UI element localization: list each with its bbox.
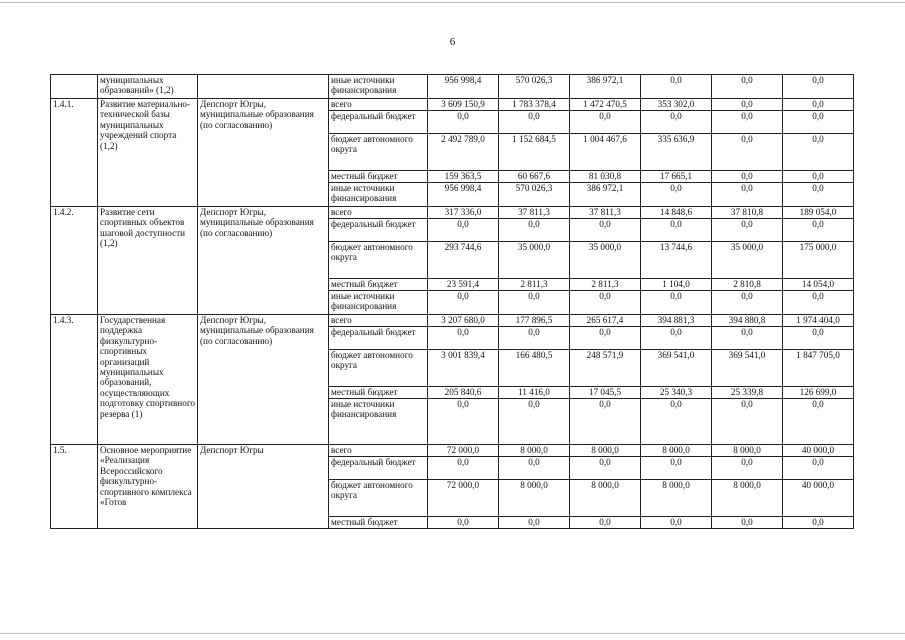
amount-cell: 8 000,0 — [712, 480, 783, 517]
amount-cell: 8 000,0 — [499, 445, 570, 457]
amount-cell: 0,0 — [712, 111, 783, 134]
table-row — [51, 445, 854, 457]
amount-cell: 0,0 — [783, 517, 854, 529]
amount-cell: 175 000,0 — [783, 242, 854, 279]
amount-cell: 0,0 — [783, 183, 854, 207]
funding-source: федеральный бюджет — [329, 219, 428, 242]
amount-cell: 25 339,8 — [712, 387, 783, 399]
funding-source: иные источники финансирования — [329, 291, 428, 315]
amount-cell: 40 000,0 — [783, 480, 854, 517]
amount-cell: 0,0 — [570, 219, 641, 242]
amount-cell: 0,0 — [641, 111, 712, 134]
funding-source: федеральный бюджет — [329, 457, 428, 480]
amount-cell: 0,0 — [641, 183, 712, 207]
page-number: 6 — [449, 36, 456, 48]
amount-cell: 0,0 — [570, 399, 641, 445]
amount-cell: 570 026,3 — [499, 75, 570, 99]
amount-cell: 394 880,8 — [712, 315, 783, 327]
amount-cell: 0,0 — [499, 327, 570, 350]
amount-cell: 0,0 — [499, 291, 570, 315]
amount-cell: 335 636,9 — [641, 134, 712, 171]
amount-cell: 1 847 705,0 — [783, 350, 854, 387]
amount-cell: 81 030,8 — [570, 171, 641, 183]
funding-source: всего — [329, 315, 428, 327]
measure-name: Развитие сети спортивных объектов шаговой доступности (1,2) — [98, 207, 198, 315]
funding-source: местный бюджет — [329, 279, 428, 291]
amount-cell: 189 054,0 — [783, 207, 854, 219]
amount-cell: 0,0 — [712, 399, 783, 445]
amount-cell: 0,0 — [428, 327, 499, 350]
amount-cell: 369 541,0 — [641, 350, 712, 387]
measure-name: Государственная поддержка физкультурно-спортивных организаций муниципальных образований, осуществляющих подготовку спортивного резерва (1) — [98, 315, 198, 445]
amount-cell: 8 000,0 — [499, 480, 570, 517]
amount-cell: 159 363,5 — [428, 171, 499, 183]
amount-cell: 17 045,5 — [570, 387, 641, 399]
amount-cell: 13 744,6 — [641, 242, 712, 279]
amount-cell: 0,0 — [712, 291, 783, 315]
table-row — [51, 75, 854, 99]
amount-cell: 0,0 — [499, 219, 570, 242]
amount-cell: 0,0 — [783, 171, 854, 183]
amount-cell: 0,0 — [712, 517, 783, 529]
funding-source: бюджет автономного округа — [329, 350, 428, 387]
amount-cell: 126 699,0 — [783, 387, 854, 399]
amount-cell: 35 000,0 — [712, 242, 783, 279]
amount-cell: 1 472 470,5 — [570, 99, 641, 111]
amount-cell: 248 571,9 — [570, 350, 641, 387]
funding-source: местный бюджет — [329, 387, 428, 399]
amount-cell: 1 152 684,5 — [499, 134, 570, 171]
row-number — [51, 75, 98, 99]
funding-source: всего — [329, 99, 428, 111]
funding-source: бюджет автономного округа — [329, 480, 428, 517]
amount-cell: 11 416,0 — [499, 387, 570, 399]
executor: Депспорт Югры, муниципальные образования (по согласованию) — [198, 207, 329, 315]
amount-cell: 0,0 — [499, 457, 570, 480]
funding-source: иные источники финансирования — [329, 183, 428, 207]
amount-cell: 0,0 — [783, 399, 854, 445]
row-number: 1.5. — [51, 445, 98, 529]
amount-cell: 0,0 — [712, 327, 783, 350]
amount-cell: 2 810,8 — [712, 279, 783, 291]
amount-cell: 17 665,1 — [641, 171, 712, 183]
amount-cell: 0,0 — [570, 291, 641, 315]
amount-cell: 0,0 — [783, 457, 854, 480]
amount-cell: 0,0 — [712, 457, 783, 480]
amount-cell: 394 881,3 — [641, 315, 712, 327]
amount-cell: 1 004 467,6 — [570, 134, 641, 171]
amount-cell: 265 617,4 — [570, 315, 641, 327]
amount-cell: 0,0 — [783, 219, 854, 242]
amount-cell: 0,0 — [641, 517, 712, 529]
amount-cell: 177 896,5 — [499, 315, 570, 327]
row-number: 1.4.2. — [51, 207, 98, 315]
amount-cell: 3 207 680,0 — [428, 315, 499, 327]
amount-cell: 8 000,0 — [570, 480, 641, 517]
amount-cell: 317 336,0 — [428, 207, 499, 219]
amount-cell: 2 492 789,0 — [428, 134, 499, 171]
amount-cell: 0,0 — [783, 291, 854, 315]
amount-cell: 0,0 — [499, 111, 570, 134]
funding-source: местный бюджет — [329, 517, 428, 529]
amount-cell: 0,0 — [783, 134, 854, 171]
amount-cell: 37 811,3 — [570, 207, 641, 219]
funding-source: иные источники финансирования — [329, 399, 428, 445]
budget-table — [50, 74, 854, 529]
amount-cell: 1 104,0 — [641, 279, 712, 291]
funding-source: федеральный бюджет — [329, 111, 428, 134]
amount-cell: 25 340,3 — [641, 387, 712, 399]
funding-source: бюджет автономного округа — [329, 134, 428, 171]
amount-cell: 1 783 378,4 — [499, 99, 570, 111]
amount-cell: 0,0 — [570, 111, 641, 134]
measure-name: муниципальных образований» (1,2) — [98, 75, 198, 99]
amount-cell: 8 000,0 — [641, 445, 712, 457]
row-number: 1.4.3. — [51, 315, 98, 445]
amount-cell: 0,0 — [499, 399, 570, 445]
amount-cell: 8 000,0 — [570, 445, 641, 457]
amount-cell: 0,0 — [641, 75, 712, 99]
amount-cell: 293 744,6 — [428, 242, 499, 279]
amount-cell: 956 998,4 — [428, 183, 499, 207]
amount-cell: 3 001 839,4 — [428, 350, 499, 387]
amount-cell: 3 609 150,9 — [428, 99, 499, 111]
executor: Депспорт Югры, муниципальные образования (по согласованию) — [198, 99, 329, 207]
scan-edge-top — [0, 2, 905, 3]
table-row — [51, 207, 854, 219]
amount-cell: 0,0 — [783, 99, 854, 111]
amount-cell: 353 302,0 — [641, 99, 712, 111]
amount-cell: 570 026,3 — [499, 183, 570, 207]
amount-cell: 35 000,0 — [570, 242, 641, 279]
scan-edge-bottom — [0, 633, 905, 634]
table-row — [51, 315, 854, 327]
amount-cell: 0,0 — [428, 291, 499, 315]
amount-cell: 0,0 — [641, 291, 712, 315]
amount-cell: 35 000,0 — [499, 242, 570, 279]
funding-source: местный бюджет — [329, 171, 428, 183]
amount-cell: 1 974 404,0 — [783, 315, 854, 327]
amount-cell: 956 998,4 — [428, 75, 499, 99]
amount-cell: 37 811,3 — [499, 207, 570, 219]
amount-cell: 8 000,0 — [641, 480, 712, 517]
amount-cell: 0,0 — [428, 517, 499, 529]
amount-cell: 0,0 — [783, 327, 854, 350]
amount-cell: 166 480,5 — [499, 350, 570, 387]
amount-cell: 0,0 — [712, 183, 783, 207]
executor — [198, 75, 329, 99]
amount-cell: 0,0 — [641, 399, 712, 445]
amount-cell: 14 054,0 — [783, 279, 854, 291]
amount-cell: 0,0 — [712, 134, 783, 171]
amount-cell: 0,0 — [428, 219, 499, 242]
amount-cell: 205 840,6 — [428, 387, 499, 399]
amount-cell: 0,0 — [783, 75, 854, 99]
measure-name: Развитие материально-технической базы муниципальных учреждений спорта (1,2) — [98, 99, 198, 207]
measure-name: Основное мероприятие «Реализация Всероссийского физкультурно-спортивного комплекса «Готов — [98, 445, 198, 529]
amount-cell: 0,0 — [428, 111, 499, 134]
amount-cell: 0,0 — [428, 399, 499, 445]
amount-cell: 0,0 — [712, 75, 783, 99]
amount-cell: 386 972,1 — [570, 75, 641, 99]
executor: Депспорт Югры — [198, 445, 329, 529]
table-row — [51, 99, 854, 111]
amount-cell: 386 972,1 — [570, 183, 641, 207]
amount-cell: 0,0 — [570, 517, 641, 529]
amount-cell: 72 000,0 — [428, 445, 499, 457]
funding-source: федеральный бюджет — [329, 327, 428, 350]
amount-cell: 37 810,8 — [712, 207, 783, 219]
funding-source: всего — [329, 445, 428, 457]
executor: Депспорт Югры, муниципальные образования (по согласованию) — [198, 315, 329, 445]
amount-cell: 72 000,0 — [428, 480, 499, 517]
amount-cell: 0,0 — [641, 457, 712, 480]
amount-cell: 0,0 — [570, 457, 641, 480]
amount-cell: 8 000,0 — [712, 445, 783, 457]
amount-cell: 0,0 — [641, 327, 712, 350]
amount-cell: 2 811,3 — [570, 279, 641, 291]
amount-cell: 0,0 — [570, 327, 641, 350]
amount-cell: 369 541,0 — [712, 350, 783, 387]
amount-cell: 0,0 — [499, 517, 570, 529]
amount-cell: 0,0 — [428, 457, 499, 480]
amount-cell: 0,0 — [712, 99, 783, 111]
amount-cell: 60 667,6 — [499, 171, 570, 183]
amount-cell: 23 591,4 — [428, 279, 499, 291]
amount-cell: 40 000,0 — [783, 445, 854, 457]
funding-source: бюджет автономного округа — [329, 242, 428, 279]
amount-cell: 2 811,3 — [499, 279, 570, 291]
row-number: 1.4.1. — [51, 99, 98, 207]
amount-cell: 0,0 — [783, 111, 854, 134]
amount-cell: 14 848,6 — [641, 207, 712, 219]
amount-cell: 0,0 — [712, 219, 783, 242]
funding-source: всего — [329, 207, 428, 219]
amount-cell: 0,0 — [712, 171, 783, 183]
funding-source: иные источники финансирования — [329, 75, 428, 99]
amount-cell: 0,0 — [641, 219, 712, 242]
